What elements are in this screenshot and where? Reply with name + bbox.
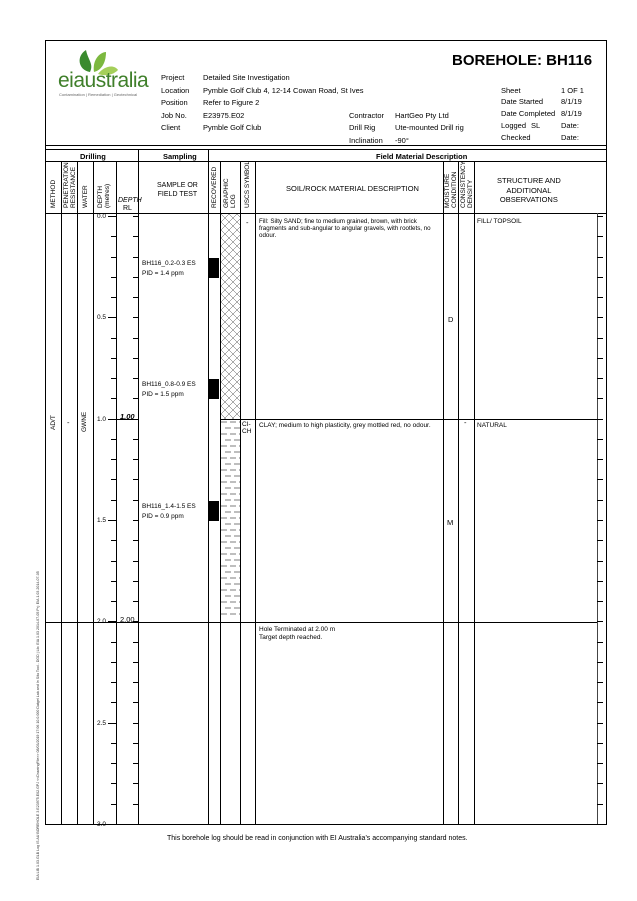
client-label: Client — [161, 123, 181, 132]
rl-tick — [133, 702, 138, 703]
logo-tagline: Contamination | Remediation | Geotechnical — [59, 92, 138, 97]
depth-minor-tick — [111, 439, 116, 440]
checked-label: Checked — [501, 133, 531, 142]
sample-1-pid: PID = 1.4 ppm — [142, 270, 184, 277]
rl-tick — [133, 804, 138, 805]
rl-tick — [133, 479, 138, 480]
layer-1-uscs: - — [246, 218, 249, 227]
layer-1-structure: FILL/ TOPSOIL — [477, 218, 522, 225]
column-header-divider — [45, 213, 607, 214]
col-penetration: PENETRATION RESISTANCE — [63, 162, 77, 208]
logged-label: Logged — [501, 121, 527, 130]
depth-minor-tick — [111, 642, 116, 643]
structure-tick — [597, 317, 603, 318]
structure-tick — [597, 601, 603, 602]
drilling-penetration: - — [67, 418, 70, 427]
structure-tick — [597, 277, 603, 278]
col-structure: STRUCTURE AND ADDITIONAL OBSERVATIONS — [497, 176, 561, 204]
depth-minor-tick — [111, 763, 116, 764]
structure-tick — [597, 702, 603, 703]
rig-label: Drill Rig — [349, 123, 376, 132]
sample-marker-1 — [209, 258, 219, 278]
rl-tick — [133, 561, 138, 562]
layer-2-moisture: M — [447, 518, 454, 527]
sample-1-id: BH116_0.2-0.3 ES — [142, 260, 196, 267]
started-value: 8/1/19 — [561, 97, 582, 106]
structure-tick — [597, 500, 603, 501]
structure-tick — [597, 216, 603, 217]
depth-minor-tick — [111, 358, 116, 359]
header-divider-2 — [45, 149, 607, 150]
structure-tick — [597, 378, 603, 379]
logged-value: SL — [531, 121, 541, 130]
logged-date-label: Date: — [561, 121, 579, 130]
depth-label: 0.0 — [97, 213, 107, 220]
log-frame — [45, 40, 607, 825]
sheet-label: Sheet — [501, 86, 521, 95]
structure-tick — [597, 236, 603, 237]
depth-major-tick — [108, 824, 116, 825]
col-graphic: GRAPHIC LOG — [223, 178, 237, 208]
rl-tick — [133, 743, 138, 744]
rig-value: Ute-mounted Drill rig — [395, 123, 464, 132]
sample-2-pid: PID = 1.5 ppm — [142, 391, 184, 398]
structure-tick — [597, 743, 603, 744]
checked-date-label: Date: — [561, 133, 579, 142]
structure-tick — [597, 642, 603, 643]
depth-minor-tick — [111, 783, 116, 784]
position-value: Refer to Figure 2 — [203, 98, 260, 107]
layer-depth-1: 1.00 — [120, 412, 135, 421]
sample-3-id: BH116_1.4-1.5 ES — [142, 503, 196, 510]
client-value: Pymble Golf Club — [203, 123, 262, 132]
layer-2-description: CLAY; medium to high plasticity, grey mottled red, no odour. — [259, 422, 431, 429]
sheet-value: 1 OF 1 — [561, 86, 584, 95]
rl-tick — [133, 783, 138, 784]
structure-tick — [597, 297, 603, 298]
structure-tick — [597, 358, 603, 359]
sample-2-id: BH116_0.8-0.9 ES — [142, 381, 196, 388]
structure-tick — [597, 581, 603, 582]
contractor-label: Contractor — [349, 111, 385, 120]
rl-tick — [133, 581, 138, 582]
structure-tick — [597, 804, 603, 805]
structure-tick — [597, 824, 603, 825]
location-label: Location — [161, 86, 190, 95]
completed-value: 8/1/19 — [561, 109, 582, 118]
sample-marker-2 — [209, 379, 219, 399]
depth-minor-tick — [111, 804, 116, 805]
structure-tick — [597, 682, 603, 683]
rl-tick — [133, 378, 138, 379]
structure-tick — [597, 723, 603, 724]
rl-tick — [133, 297, 138, 298]
rl-tick — [133, 682, 138, 683]
fill-hatch — [221, 214, 240, 419]
col-depth-rl: DEPTH — [118, 197, 142, 204]
structure-tick — [597, 398, 603, 399]
location-value: Pymble Golf Club 4, 12-14 Cowan Road, St Ives — [203, 86, 364, 95]
rl-tick — [133, 277, 138, 278]
depth-label: 3.0 — [97, 821, 107, 828]
structure-tick — [597, 662, 603, 663]
sample-marker-3 — [209, 501, 219, 521]
rl-tick — [133, 439, 138, 440]
depth-major-tick — [108, 419, 116, 420]
depth-minor-tick — [111, 236, 116, 237]
rl-tick — [133, 642, 138, 643]
sample-3-pid: PID = 0.9 ppm — [142, 513, 184, 520]
drilling-method: AD/T — [50, 415, 57, 430]
rl-tick — [133, 601, 138, 602]
depth-major-tick — [108, 216, 116, 217]
depth-minor-tick — [111, 601, 116, 602]
group-drilling: Drilling — [80, 152, 106, 161]
structure-tick — [597, 459, 603, 460]
page-title: BOREHOLE: BH116 — [452, 52, 593, 69]
depth-minor-tick — [111, 581, 116, 582]
structure-tick — [597, 783, 603, 784]
depth-minor-tick — [111, 459, 116, 460]
depth-minor-tick — [111, 561, 116, 562]
rl-tick — [133, 459, 138, 460]
depth-minor-tick — [111, 378, 116, 379]
side-note: EIA LIB 1.03.GLB Log IS AU BOREHOLE 3 E23975.E02.GPJ <<DrawingFile>> 08/03/2019 17:06 10.0.000 Datgel Lab and In Situ Tool - DGD | Lib: EIA 1.03 2014-07-05 Prj: EIA 1.03 2014-07-05 — [36, 571, 40, 880]
inclination-label: Inclination — [349, 136, 383, 145]
structure-tick — [597, 763, 603, 764]
rl-tick — [133, 216, 138, 217]
depth-minor-tick — [111, 297, 116, 298]
structure-tick — [597, 419, 603, 420]
clay-hatch — [221, 422, 240, 614]
layer-depth-2: 2.00 — [120, 615, 135, 624]
col-rl: RL — [123, 205, 132, 212]
rl-tick — [133, 540, 138, 541]
structure-tick — [597, 439, 603, 440]
header-divider — [45, 145, 607, 146]
layer-boundary-1 — [220, 419, 597, 420]
completed-label: Date Completed — [501, 109, 556, 118]
structure-tick — [597, 540, 603, 541]
termination-1: Hole Terminated at 2.00 m — [259, 626, 336, 633]
project-value: Detailed Site Investigation — [203, 73, 290, 82]
rl-tick — [133, 520, 138, 521]
depth-minor-tick — [111, 682, 116, 683]
project-label: Project — [161, 73, 185, 82]
position-label: Position — [161, 98, 188, 107]
col-uscs: USCS SYMBOL — [244, 161, 251, 208]
depth-label: 1.5 — [97, 517, 107, 524]
structure-tick — [597, 621, 603, 622]
rl-tick — [133, 236, 138, 237]
group-sampling: Sampling — [163, 152, 197, 161]
depth-minor-tick — [111, 479, 116, 480]
depth-major-tick — [108, 317, 116, 318]
depth-minor-tick — [111, 500, 116, 501]
col-depth: DEPTH (metres) — [97, 183, 111, 208]
col-recovered: RECOVERED — [211, 166, 218, 208]
layer-2-structure: NATURAL — [477, 422, 507, 429]
depth-minor-tick — [111, 743, 116, 744]
job-label: Job No. — [161, 111, 187, 120]
graphic-log — [221, 214, 240, 622]
depth-minor-tick — [111, 338, 116, 339]
depth-minor-tick — [111, 662, 116, 663]
structure-tick — [597, 479, 603, 480]
col-water: WATER — [82, 185, 89, 208]
layer-2-consistency: - — [464, 418, 467, 427]
depth-major-tick — [108, 520, 116, 521]
col-material: SOIL/ROCK MATERIAL DESCRIPTION — [286, 184, 419, 193]
depth-minor-tick — [111, 702, 116, 703]
rl-tick — [133, 398, 138, 399]
layer-1-description: Fill: Silty SAND; fine to medium grained, brown, with brick fragments and sub-angular to angular gravels, with rootlets, no odour. — [259, 218, 431, 240]
structure-tick — [597, 561, 603, 562]
col-method: METHOD — [50, 179, 57, 208]
rl-tick — [133, 500, 138, 501]
rl-tick — [133, 824, 138, 825]
group-field: Field Material Description — [376, 152, 468, 161]
rl-tick — [133, 723, 138, 724]
rl-tick — [133, 338, 138, 339]
layer-2-uscs: CI-CH — [242, 421, 252, 435]
structure-tick — [597, 257, 603, 258]
depth-label: 2.0 — [97, 618, 107, 626]
depth-major-tick — [108, 723, 116, 724]
termination-2: Target depth reached. — [259, 634, 323, 641]
rl-tick — [133, 763, 138, 764]
col-moisture: MOISTURE CONDITION — [444, 171, 458, 208]
rl-tick — [133, 358, 138, 359]
depth-minor-tick — [111, 398, 116, 399]
structure-tick — [597, 520, 603, 521]
depth-label: 2.5 — [97, 719, 107, 727]
rl-tick — [133, 257, 138, 258]
col-sample: SAMPLE OR FIELD TEST — [157, 182, 198, 198]
structure-tick — [597, 338, 603, 339]
inclination-value: -90° — [395, 136, 409, 145]
logo-wordmark: eiaustralia — [58, 69, 149, 92]
depth-label: 0.5 — [97, 314, 107, 322]
layer-1-moisture: D — [448, 315, 454, 324]
footer-note: This borehole log should be read in conjunction with EI Australia's accompanying standard notes. — [167, 835, 468, 842]
depth-minor-tick — [111, 257, 116, 258]
drilling-water: GWNE — [81, 411, 88, 432]
rl-tick — [133, 317, 138, 318]
rl-tick — [133, 662, 138, 663]
started-label: Date Started — [501, 97, 544, 106]
job-value: E23975.E02 — [203, 111, 245, 120]
contractor-value: HartGeo Pty Ltd — [395, 111, 449, 120]
col-consistency: CONSISTENCY DENSITY — [460, 161, 474, 208]
depth-label: 1.0 — [97, 415, 107, 423]
group-divider — [45, 161, 607, 162]
depth-minor-tick — [111, 540, 116, 541]
company-logo — [58, 48, 148, 100]
depth-minor-tick — [111, 277, 116, 278]
